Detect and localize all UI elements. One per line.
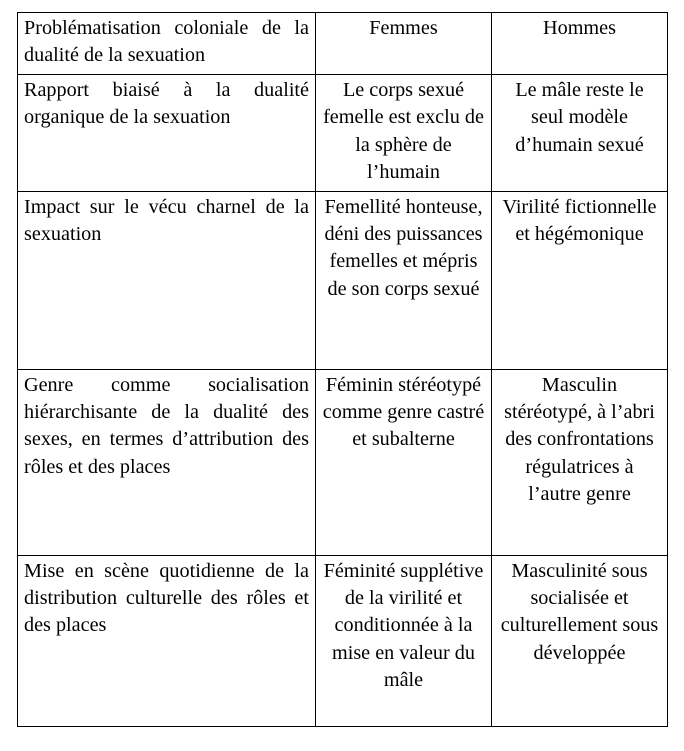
header-femmes: Femmes (316, 13, 492, 75)
row-hommes: Masculinité sous socialisée et culturellement sous développée (492, 555, 668, 726)
header-problematisation: Problématisation coloniale de la dualité de la sexuation (18, 13, 316, 75)
row-femmes: Féminité supplétive de la virilité et conditionnée à la mise en valeur du mâle (316, 555, 492, 726)
table-row (18, 75, 668, 192)
row-femmes: Le corps sexué femelle est exclu de la sphère de l’humain (316, 75, 492, 192)
row-criterion: Rapport biaisé à la dualité organique de la sexuation (18, 75, 316, 192)
table-row (18, 191, 668, 369)
row-criterion: Impact sur le vécu charnel de la sexuation (18, 191, 316, 369)
row-hommes: Le mâle reste le seul modèle d’humain sexué (492, 75, 668, 192)
row-hommes: Masculin stéréotypé, à l’abri des confrontations régulatrices à l’autre genre (492, 369, 668, 555)
comparison-table (17, 12, 668, 727)
table-row (18, 369, 668, 555)
row-criterion: Genre comme socialisation hiérarchisante de la dualité des sexes, en termes d’attribution des rôles et des places (18, 369, 316, 555)
row-femmes: Féminin stéréotypé comme genre castré et subalterne (316, 369, 492, 555)
row-criterion: Mise en scène quotidienne de la distribution culturelle des rôles et des places (18, 555, 316, 726)
table-row (18, 555, 668, 726)
row-hommes: Virilité fictionnelle et hégémonique (492, 191, 668, 369)
row-femmes: Femellité honteuse, déni des puissances femelles et mépris de son corps sexué (316, 191, 492, 369)
header-row (18, 13, 668, 75)
header-hommes: Hommes (492, 13, 668, 75)
